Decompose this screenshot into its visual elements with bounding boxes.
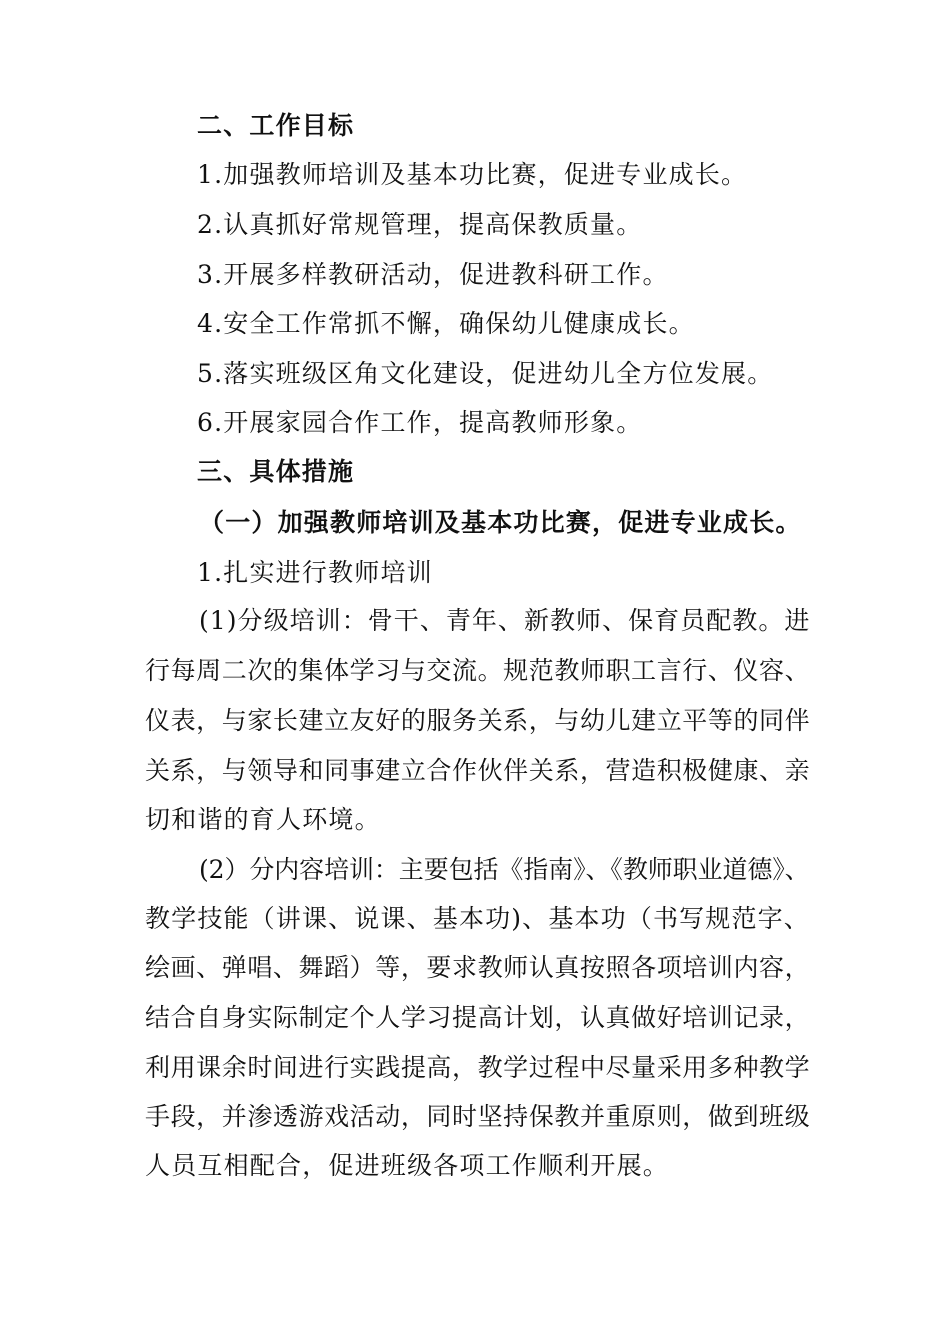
paragraph-line: 教学技能（讲课、说课、基本功)、基本功（书写规范字、 — [145, 904, 810, 933]
paragraph-line: 仪表，与家长建立友好的服务关系，与幼儿建立平等的同伴 — [145, 706, 811, 735]
paragraph-line: 手段，并渗透游戏活动，同时坚持保教并重原则，做到班级 — [145, 1102, 811, 1131]
goal-item: 3.开展多样教研活动，促进教科研工作。 — [197, 260, 669, 289]
paragraph-line: 切和谐的育人环境。 — [145, 805, 381, 834]
goal-item: 4.安全工作常抓不懈，确保幼儿健康成长。 — [197, 309, 695, 338]
goal-item: 1.加强教师培训及基本功比赛，促进专业成长。 — [197, 160, 748, 189]
goal-item: 6.开展家园合作工作，提高教师形象。 — [197, 408, 643, 437]
paragraph-line: 结合自身实际制定个人学习提高计划，认真做好培训记录， — [145, 1003, 811, 1032]
paragraph-line: 利用课余时间进行实践提高，教学过程中尽量采用多种教学 — [145, 1053, 811, 1082]
paragraph-line: 行每周二次的集体学习与交流。规范教师职工言行、仪容、 — [145, 656, 811, 685]
subsection-heading: （一）加强教师培训及基本功比赛，促进专业成长。 — [199, 508, 802, 537]
item-title: 1.扎实进行教师培训 — [197, 558, 433, 587]
section-heading-measures: 三、具体措施 — [197, 457, 355, 486]
goal-item: 5.落实班级区角文化建设，促进幼儿全方位发展。 — [197, 359, 774, 388]
paragraph-line: (2）分内容培训：主要包括《指南》、《教师职业道德》、 — [199, 855, 810, 884]
goal-item: 2.认真抓好常规管理，提高保教质量。 — [197, 210, 643, 239]
paragraph-line: 关系，与领导和同事建立合作伙伴关系，营造积极健康、亲 — [145, 756, 811, 785]
paragraph-line: 绘画、弹唱、舞蹈）等，要求教师认真按照各项培训内容， — [145, 953, 811, 982]
paragraph-line: (1)分级培训：骨干、青年、新教师、保育员配教。进 — [199, 606, 811, 635]
section-heading-goals: 二、工作目标 — [197, 111, 355, 140]
paragraph-line: 人员互相配合，促进班级各项工作顺利开展。 — [145, 1151, 670, 1180]
